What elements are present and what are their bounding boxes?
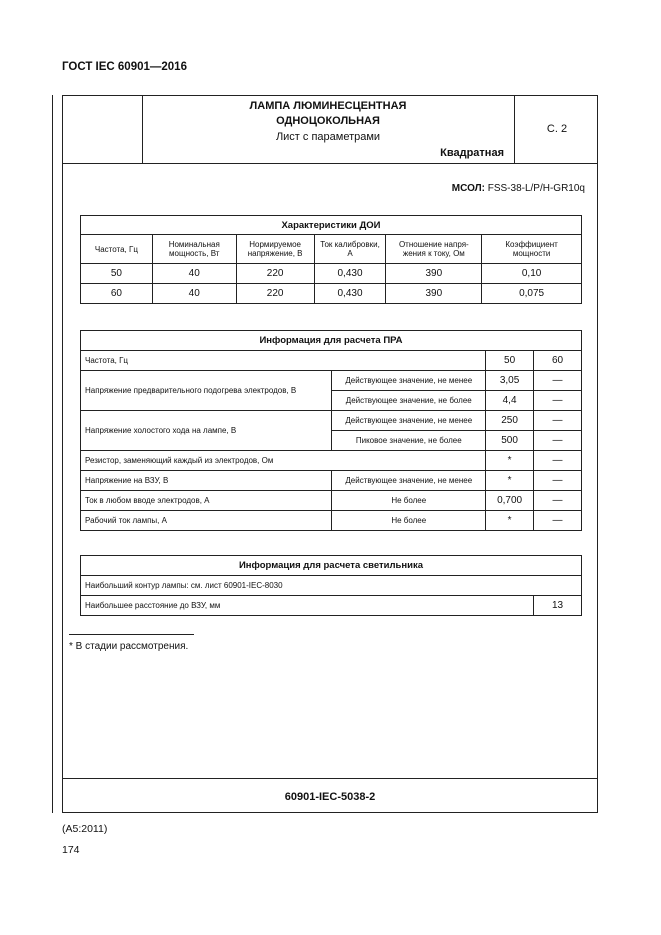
doi-cell: 0,10 xyxy=(482,264,582,284)
doi-cell: 390 xyxy=(386,264,482,284)
doi-header-cell: Номинальная мощность, Вт xyxy=(152,235,236,264)
table-row xyxy=(81,264,582,284)
header-left-cell xyxy=(62,95,143,163)
msol-label: МСОЛ: xyxy=(451,183,485,194)
pra-value: — xyxy=(534,511,582,531)
table-row xyxy=(81,471,582,491)
pra-condition: Пиковое значение, не более xyxy=(332,431,486,451)
doi-cell: 50 xyxy=(81,264,153,284)
page-reference: С. 2 xyxy=(514,95,599,163)
pra-table xyxy=(80,330,582,531)
pra-condition: Не более xyxy=(332,491,486,511)
doi-caption: Характеристики ДОИ xyxy=(81,216,582,235)
table-row xyxy=(81,596,582,616)
pra-value: 50 xyxy=(486,351,534,371)
footnote-rule xyxy=(69,634,194,635)
luminaire-table xyxy=(80,555,582,616)
doi-cell: 40 xyxy=(152,264,236,284)
luminaire-caption: Информация для расчета светильника xyxy=(81,556,582,576)
doi-cell: 390 xyxy=(386,284,482,304)
pra-value: — xyxy=(534,391,582,411)
amendment: (A5:2011) xyxy=(62,823,108,835)
pra-param-label: Ток в любом вводе электродов, А xyxy=(81,491,332,511)
doi-cell: 40 xyxy=(152,284,236,304)
pra-param-label: Напряжение предварительного подогрева электродов, В xyxy=(81,371,332,411)
pra-value: * xyxy=(486,471,534,491)
pra-condition: Действующее значение, не менее xyxy=(332,471,486,491)
header-title-cell xyxy=(142,95,514,163)
doi-cell: 0,075 xyxy=(482,284,582,304)
doi-header-cell: Коэффициент мощности xyxy=(482,235,582,264)
doi-header-cell: Частота, Гц xyxy=(81,235,153,264)
table-row xyxy=(81,411,582,431)
pra-value: — xyxy=(534,411,582,431)
doi-table xyxy=(80,215,582,304)
luminaire-distance-value: 13 xyxy=(534,596,582,616)
pra-condition: Действующее значение, не менее xyxy=(332,371,486,391)
pra-value: 0,700 xyxy=(486,491,534,511)
doi-cell: 60 xyxy=(81,284,153,304)
doi-cell: 0,430 xyxy=(314,284,386,304)
pra-value: * xyxy=(486,451,534,471)
doi-cell: 0,430 xyxy=(314,264,386,284)
sheet-title xyxy=(142,99,514,129)
margin-bar xyxy=(52,95,53,813)
pra-value: — xyxy=(534,431,582,451)
table-row xyxy=(81,491,582,511)
table-row xyxy=(81,351,582,371)
pra-value: — xyxy=(534,491,582,511)
table-row xyxy=(81,576,582,596)
pra-value: — xyxy=(534,471,582,491)
table-row xyxy=(81,284,582,304)
pra-param-label: Рабочий ток лампы, А xyxy=(81,511,332,531)
pra-value: * xyxy=(486,511,534,531)
msol-value: FSS-38-L/P/H-GR10q xyxy=(487,183,585,194)
pra-param-label: Резистор, заменяющий каждый из электродов, Ом xyxy=(81,451,486,471)
lamp-shape: Квадратная xyxy=(440,147,504,159)
doi-cell: 220 xyxy=(236,264,314,284)
pra-condition: Действующее значение, не менее xyxy=(332,411,486,431)
doi-cell: 220 xyxy=(236,284,314,304)
pra-value: 500 xyxy=(486,431,534,451)
table-row xyxy=(81,371,582,391)
pra-condition: Действующее значение, не более xyxy=(332,391,486,411)
table-row xyxy=(81,511,582,531)
sheet-subtitle: Лист с параметрами xyxy=(275,131,381,143)
pra-value: 3,05 xyxy=(486,371,534,391)
pra-value: 60 xyxy=(534,351,582,371)
sheet-header xyxy=(62,95,598,164)
luminaire-distance-label: Наибольшее расстояние до ВЗУ, мм xyxy=(81,596,534,616)
pra-value: 4,4 xyxy=(486,391,534,411)
pra-value: — xyxy=(534,371,582,391)
table-row xyxy=(81,451,582,471)
msol-designation xyxy=(452,183,585,194)
pra-param-label: Напряжение на ВЗУ, В xyxy=(81,471,332,491)
footnote: * В стадии рассмотрения. xyxy=(69,641,189,652)
sheet-code: 60901-IEC-5038-2 xyxy=(62,778,598,814)
sheet-title-line1: ЛАМПА ЛЮМИНЕСЦЕНТНАЯ xyxy=(249,100,407,112)
doi-header-cell: Отношение напря-жения к току, Ом xyxy=(386,235,482,264)
doi-header-cell: Ток калибровки, А xyxy=(314,235,386,264)
pra-caption: Информация для расчета ПРА xyxy=(81,331,582,351)
pra-param-label: Напряжение холостого хода на лампе, В xyxy=(81,411,332,451)
page-number: 174 xyxy=(62,844,80,856)
doi-header-cell: Нормируемое напряжение, В xyxy=(236,235,314,264)
sheet-title-line2: ОДНОЦОКОЛЬНАЯ xyxy=(276,115,380,127)
standard-number: ГОСТ IEC 60901—2016 xyxy=(62,61,187,73)
luminaire-contour: Наибольший контур лампы: см. лист 60901-IEC-8030 xyxy=(81,576,582,596)
pra-value: — xyxy=(534,451,582,471)
pra-param-label: Частота, Гц xyxy=(81,351,486,371)
pra-condition: Не более xyxy=(332,511,486,531)
pra-value: 250 xyxy=(486,411,534,431)
